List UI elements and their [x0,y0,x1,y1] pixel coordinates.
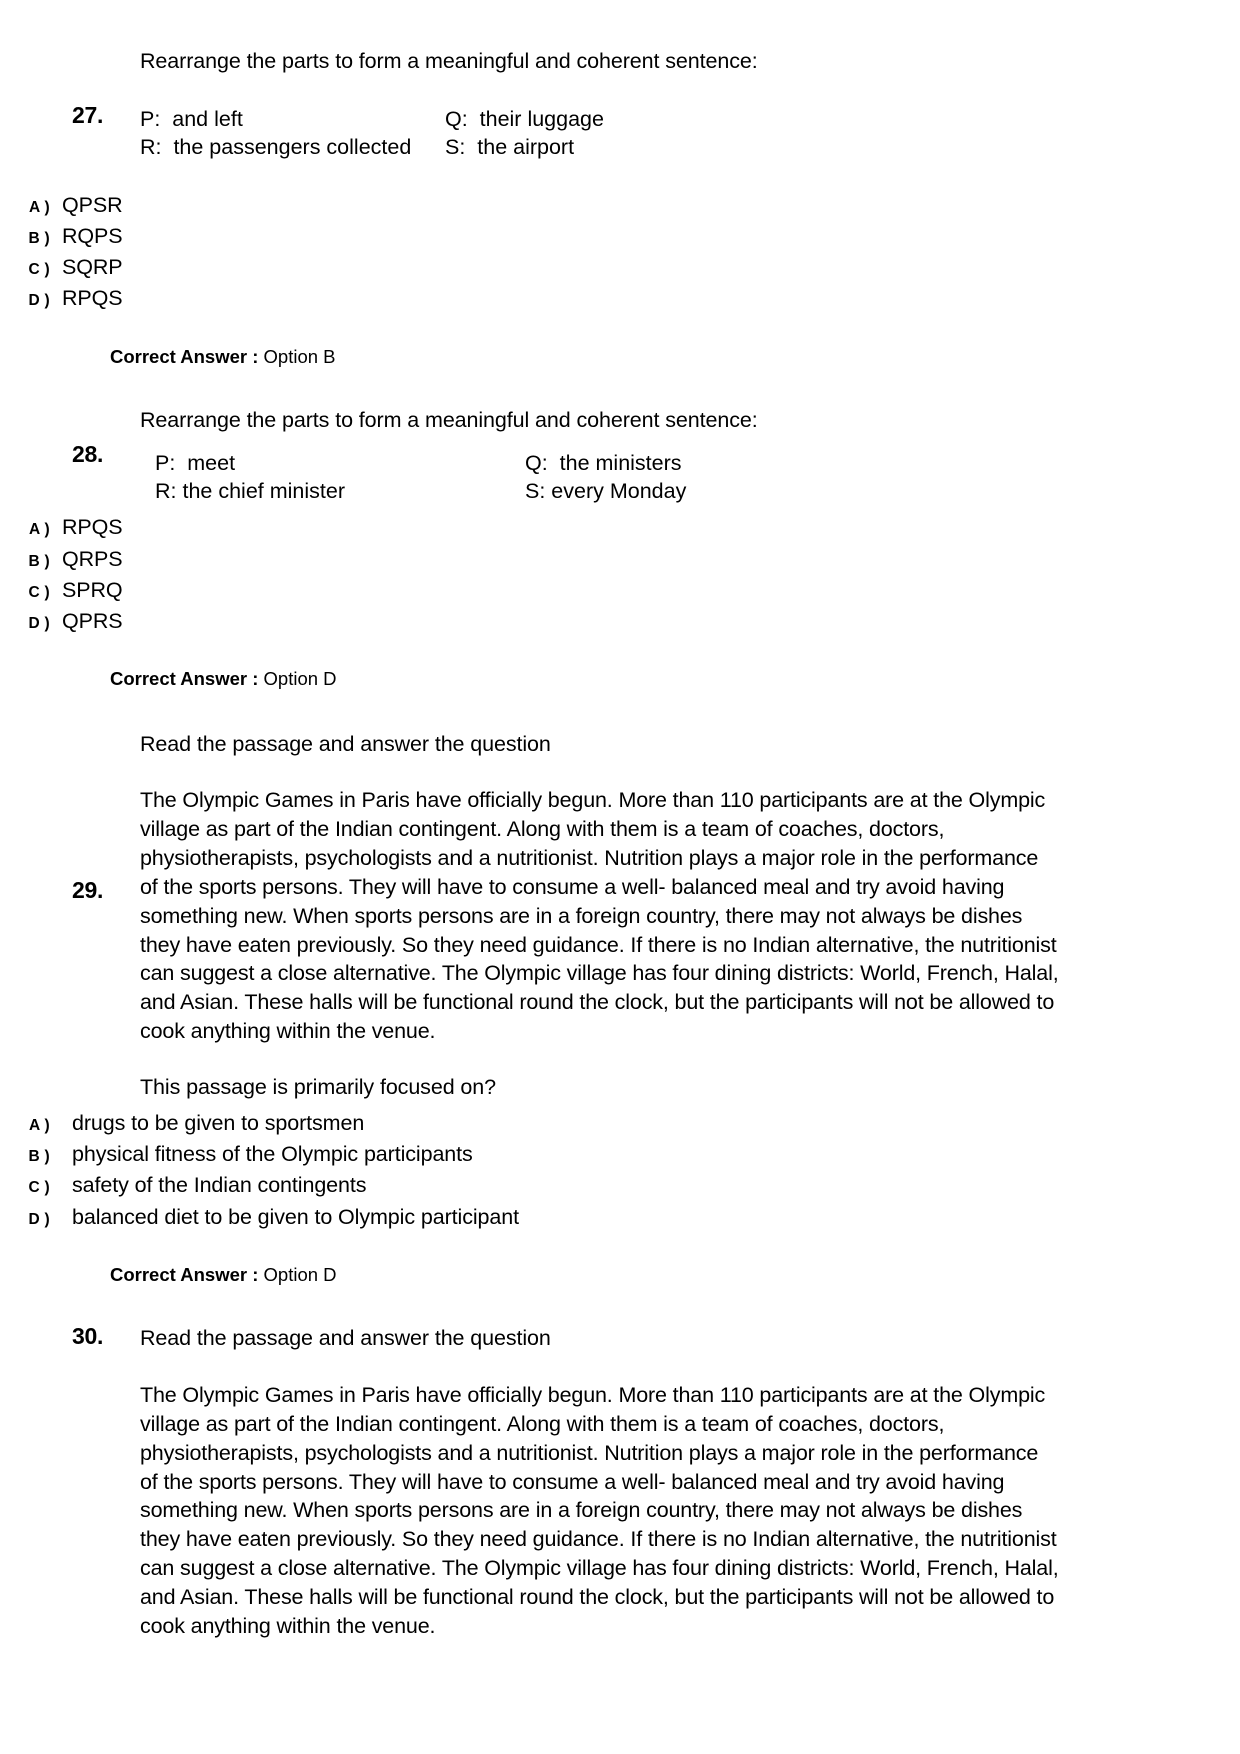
parts-row [155,450,1240,478]
option-text: balanced diet to be given to Olympic participant [72,1204,519,1229]
option-b[interactable] [0,221,1240,252]
option-a[interactable] [0,512,1240,543]
sub-question: This passage is primarily focused on? [140,1075,496,1100]
option-letter: A ) [29,198,50,216]
parts-row [155,478,1240,506]
option-a[interactable] [0,190,1240,221]
option-letter: C ) [28,583,50,601]
option-b[interactable] [0,1139,1240,1170]
passage-text: The Olympic Games in Paris have officially begun. More than 110 participants are at the Olympic village as part of the Indian contingent. Along with them is a team of coaches, doctors, physiotherapists, psychologists and a nutritionist. Nutrition plays a major role in the performance of the sports persons. They will have to consume a well- balanced meal and try avoid having something new. When sports persons are in a foreign country, there may not always be dishes they have eaten previously. So they need guidance. If there is no Indian alternative, the nutritionist can suggest a close alternative. The Olympic village has four dining districts: World, French, Halal, and Asian. These halls will be functional round the clock, but the participants will not be allowed to cook anything within the venue. [140,788,1059,1044]
sentence-parts [155,450,1240,506]
option-text: RPQS [62,286,123,311]
options-list [0,190,1240,315]
passage-text: The Olympic Games in Paris have officially begun. More than 110 participants are at the Olympic village as part of the Indian contingent. Along with them is a team of coaches, doctors, physiotherapists, psychologists and a nutritionist. Nutrition plays a major role in the performance of the sports persons. They will have to consume a well- balanced meal and try avoid having something new. When sports persons are in a foreign country, there may not always be dishes they have eaten previously. So they need guidance. If there is no Indian alternative, the nutritionist can suggest a close alternative. The Olympic village has four dining districts: World, French, Halal, and Asian. These halls will be functional round the clock, but the participants will not be allowed to cook anything within the venue. [140,1382,1059,1639]
part-q: Q: the ministers [525,451,682,476]
part-r: R: the chief minister [155,479,345,504]
option-letter: B ) [28,552,50,570]
option-text: safety of the Indian contingents [72,1173,367,1198]
part-p: P: and left [140,106,243,131]
option-b[interactable] [0,544,1240,575]
question-number: 27. [72,102,104,128]
option-letter: D ) [28,614,50,632]
option-a[interactable] [0,1108,1240,1139]
option-text: RQPS [62,223,123,248]
correct-answer-value: Option B [263,345,336,367]
option-text: drugs to be given to sportsmen [72,1111,365,1136]
part-r: R: the passengers collected [140,134,412,159]
option-letter: C ) [28,261,50,279]
option-text: SQRP [62,255,123,280]
option-letter: C ) [28,1179,50,1197]
correct-answer-label: Correct Answer : [110,668,259,690]
option-text: QRPS [62,546,123,571]
question-block-28 [0,369,1240,692]
question-stem: Read the passage and answer the question [140,732,551,757]
option-letter: D ) [28,292,50,310]
parts-row [140,106,1240,134]
question-stem: Read the passage and answer the question [140,1325,551,1350]
sentence-parts [140,106,1240,162]
question-number: 28. [72,440,104,467]
correct-answer-value: Option D [263,1263,337,1285]
option-d[interactable] [0,283,1240,314]
option-letter: B ) [28,1148,50,1166]
question-stem: Rearrange the parts to form a meaningful and coherent sentence: [140,49,758,73]
question-number: 30. [72,1322,104,1349]
part-p: P: meet [155,451,236,476]
option-c[interactable] [0,575,1240,606]
options-list [0,512,1240,637]
correct-answer-value: Option D [263,668,337,690]
option-letter: A ) [29,521,50,539]
option-letter: D ) [28,1210,50,1228]
part-s: S: the airport [445,134,575,159]
question-block-30 [0,1287,1240,1641]
correct-answer-label: Correct Answer : [110,345,259,367]
option-text: SPRQ [62,577,123,602]
correct-answer-label: Correct Answer : [110,1263,259,1285]
option-c[interactable] [0,1170,1240,1201]
option-d[interactable] [0,606,1240,637]
option-text: RPQS [62,515,123,540]
option-letter: A ) [29,1117,50,1135]
option-text: QPRS [62,608,123,633]
question-block-27 [0,0,1240,369]
question-number: 29. [72,877,104,904]
option-c[interactable] [0,252,1240,283]
correct-answer [110,345,1240,369]
part-q: Q: their luggage [445,106,604,131]
question-block-29 [0,691,1240,1287]
part-s: S: every Monday [525,479,687,504]
options-list [0,1108,1240,1233]
option-letter: B ) [28,229,50,247]
option-text: physical fitness of the Olympic participants [72,1142,473,1167]
question-stem: Rearrange the parts to form a meaningful and coherent sentence: [140,407,758,432]
correct-answer [110,1263,1240,1287]
option-text: QPSR [62,192,123,217]
parts-row [140,134,1240,162]
correct-answer [110,667,1240,691]
option-d[interactable] [0,1202,1240,1233]
